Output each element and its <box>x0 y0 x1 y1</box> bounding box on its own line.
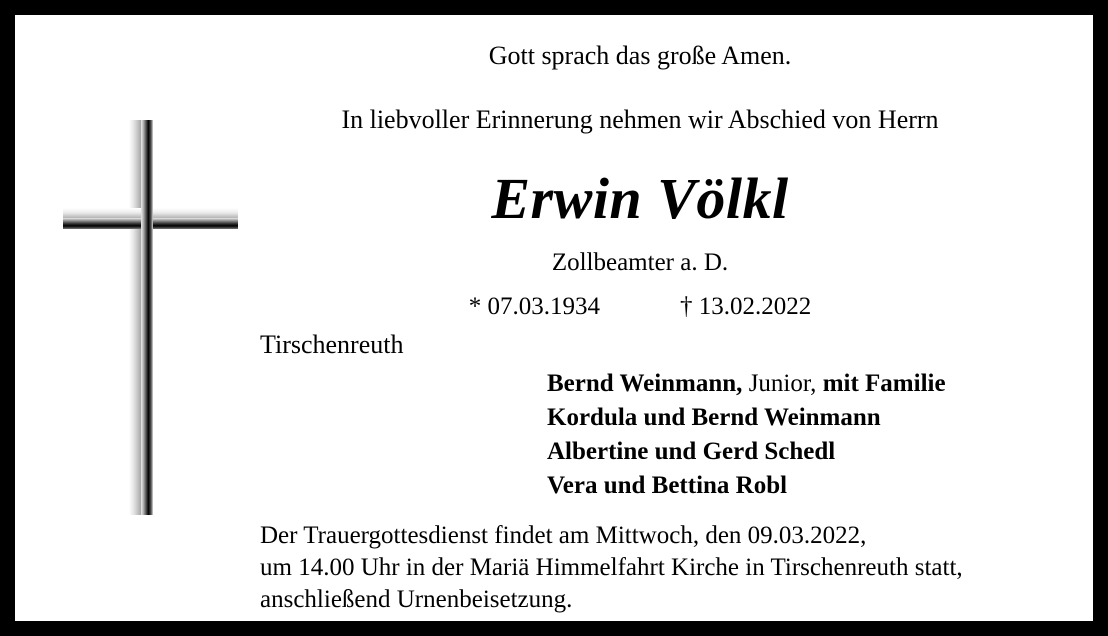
cross-vertical-bar <box>141 120 153 515</box>
birth-date: * 07.03.1934 <box>468 293 600 320</box>
place-text: Tirschenreuth <box>260 330 404 359</box>
service-line: anschließend Urnenbeisetzung. <box>260 586 573 613</box>
list-item <box>547 435 1067 469</box>
list-item <box>547 401 1067 435</box>
list-item <box>547 469 1067 503</box>
service-details <box>260 520 1090 616</box>
survivor-qualifier: Junior, <box>742 370 817 397</box>
obituary-border <box>12 12 1096 624</box>
service-line: um 14.00 Uhr in der Mariä Himmelfahrt Kirche in Tirschenreuth statt, <box>260 554 963 581</box>
service-line: Der Trauergottesdienst findet am Mittwoch, den 09.03.2022, <box>260 522 867 549</box>
obituary-body <box>15 15 1093 621</box>
list-item <box>547 367 1067 401</box>
life-dates <box>215 291 1065 323</box>
survivor-name: Kordula und Bernd Weinmann <box>547 404 881 431</box>
death-date: † 13.02.2022 <box>680 293 812 320</box>
survivor-name: Albertine und Gerd Schedl <box>547 438 836 465</box>
survivor-name: Vera und Bettina Robl <box>547 472 788 499</box>
survivor-name: Bernd Weinmann, <box>547 370 743 397</box>
intro-text: In liebvoller Erinnerung nehmen wir Abschied von Herrn <box>341 105 939 134</box>
survivors-list <box>547 367 1067 503</box>
cross-vertical-shadow <box>129 120 141 515</box>
deceased-name: Erwin Völkl <box>491 166 789 231</box>
cross-icon <box>63 120 238 515</box>
motto-text: Gott sprach das große Amen. <box>488 41 792 70</box>
profession-text: Zollbeamter a. D. <box>551 249 729 276</box>
survivor-suffix: mit Familie <box>816 370 946 397</box>
